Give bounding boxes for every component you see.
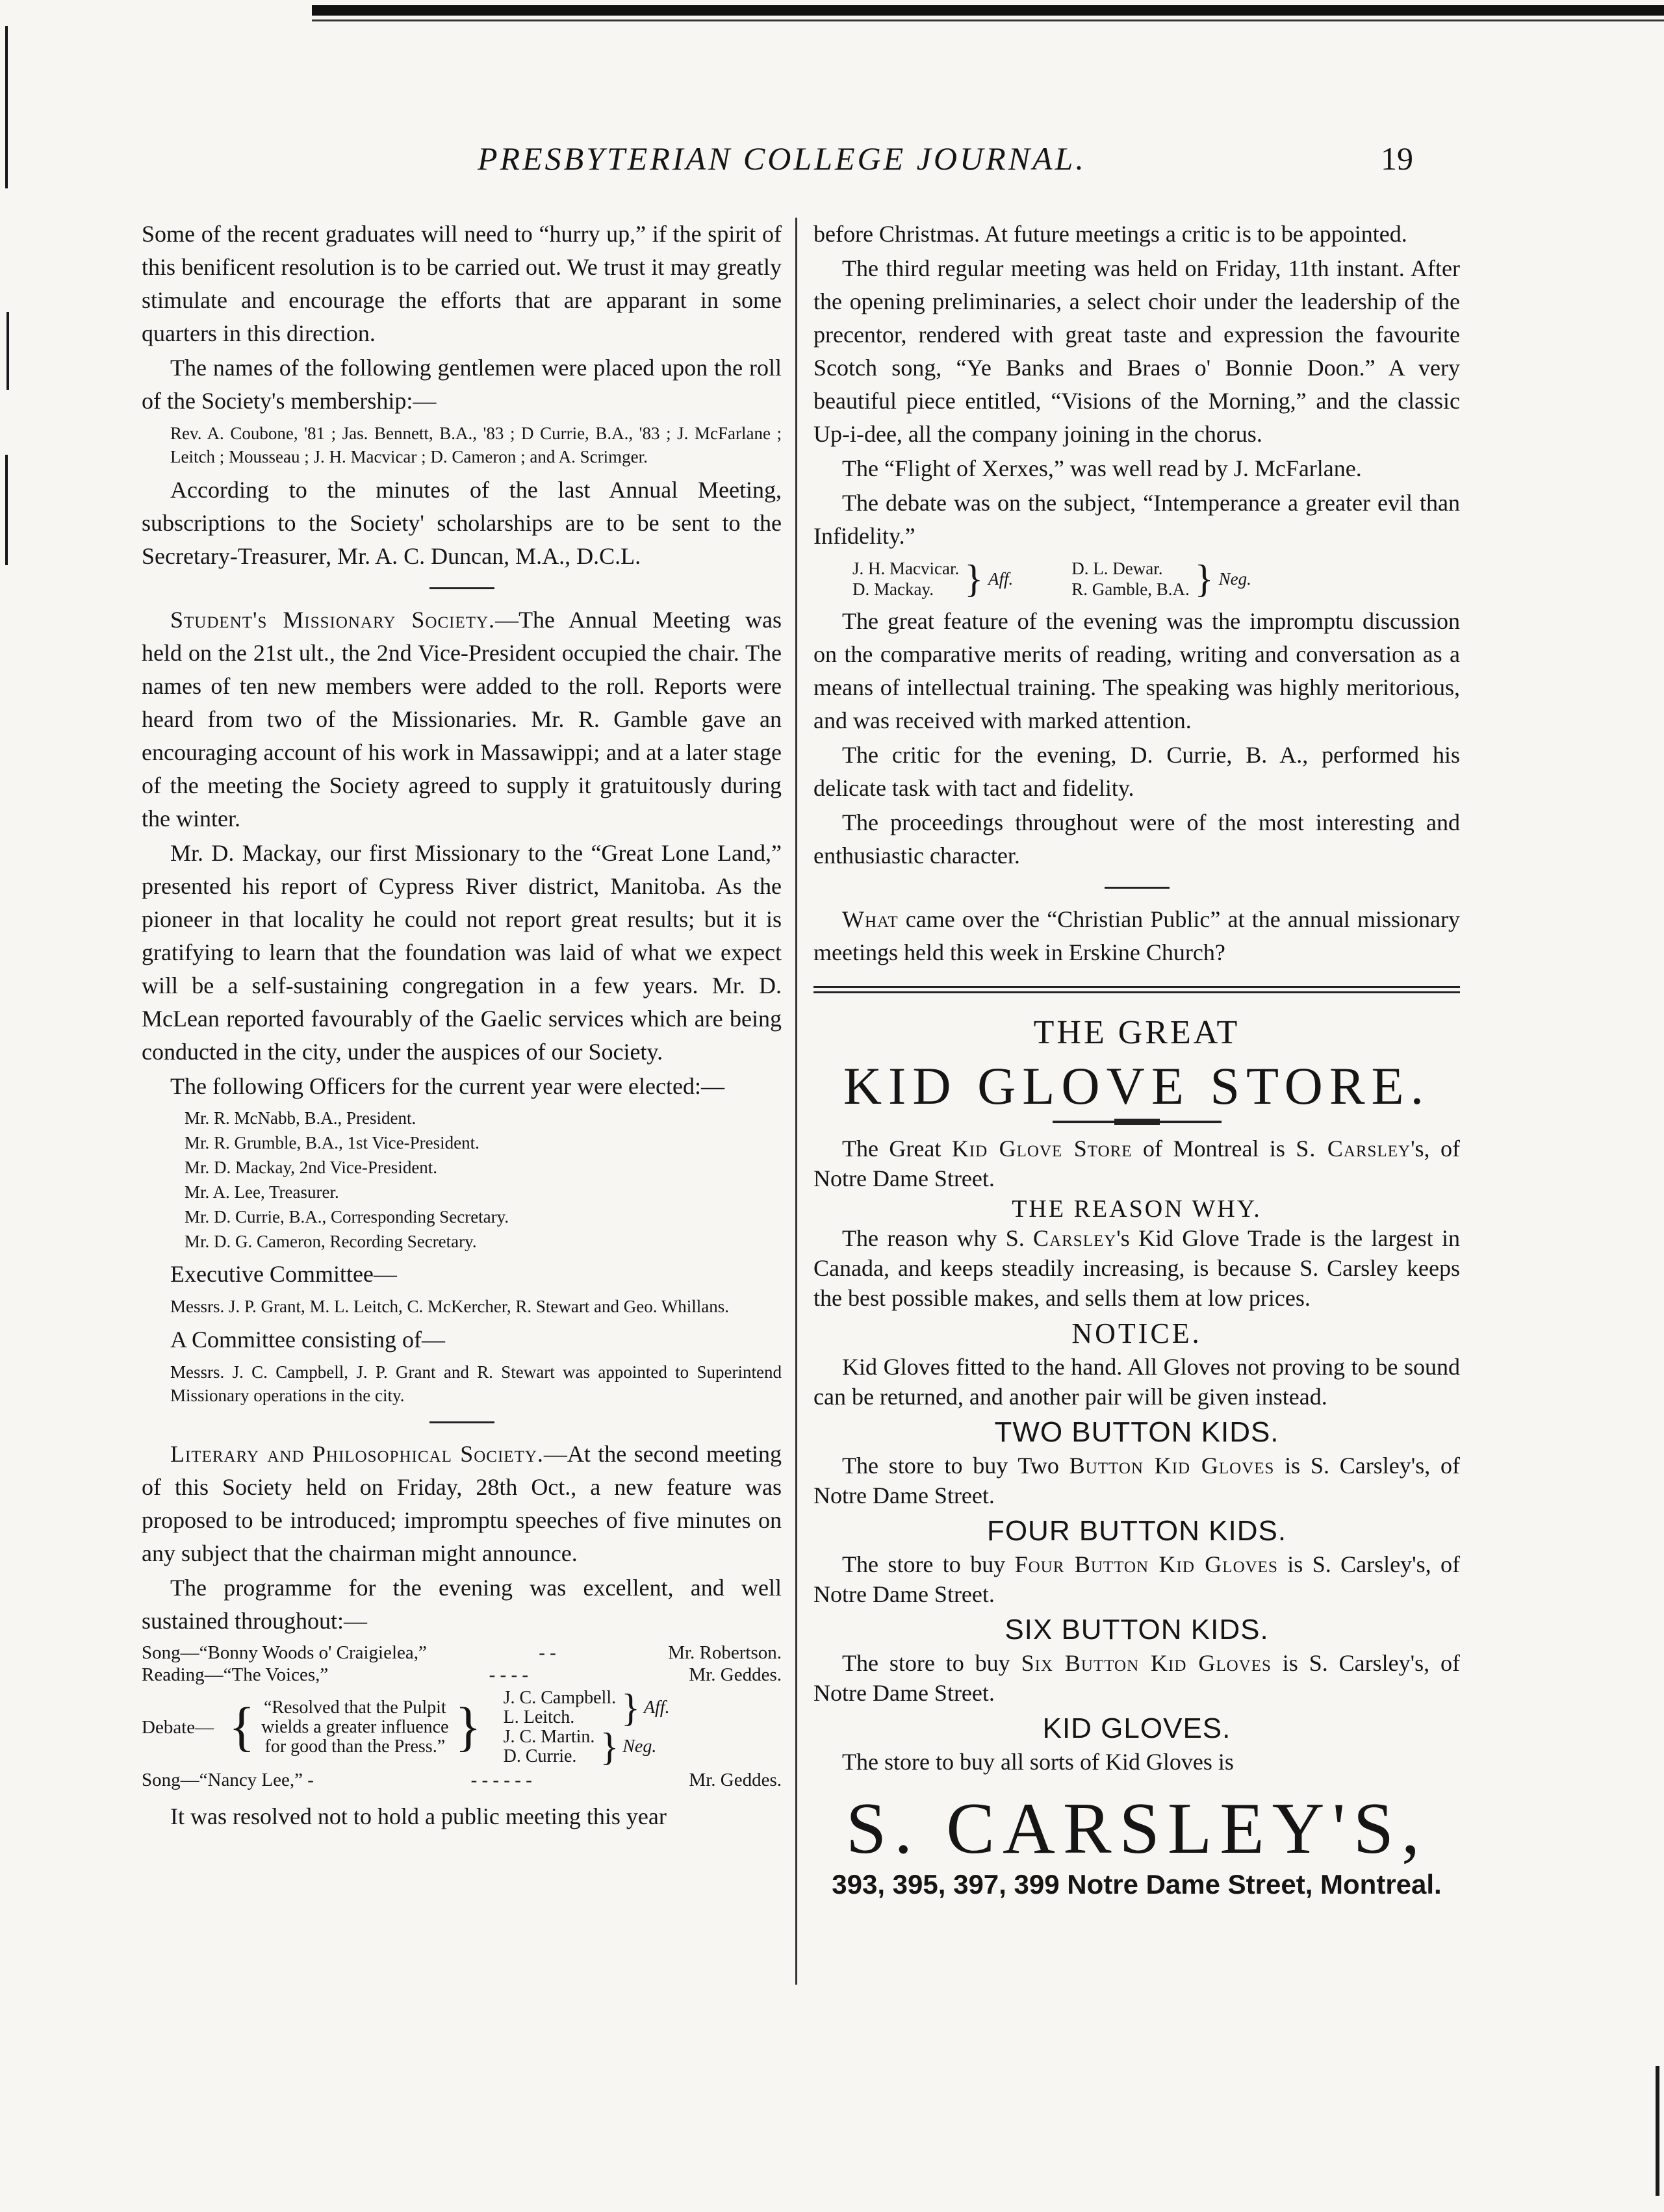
ad-paragraph [813,1134,1460,1193]
paragraph: The programme for the evening was excellent, and well sustained throughout:— [142,1575,782,1634]
binding-edge-mark [5,455,8,565]
column-divider [795,218,797,1985]
ad-subheading: SIX BUTTON KIDS. [1005,1614,1269,1646]
paragraph-text: —At the second meeting of this Society held on Friday, 28th Oct., a new feature was proposed to be introduced; impromptu speeches of five minutes on any subject that the chairman might announce. [142,1441,782,1566]
affirmative-team [504,1688,670,1727]
paragraph-text: —The Annual Meeting was held on the 21st ult., the 2nd Vice-President occupied the chair. The names of ten new members were added to the roll. Reports were heard from two of the Missionaries. Mr. R. Gamble gave an encouraging account of his work in Massawippi; and at a later stage of the meeting the Society agreed to supply it gratuitously during the winter. [142,607,782,832]
paragraph: Mr. D. Mackay, our first Missionary to the “Great Lone Land,” presented his report of Cypress River district, Manitoba. As the pioneer in that locality he could not report great results; but it is gratifying to learn that the foundation was laid of what we expect will be a self-sustaining congregation in a few years. Mr. D. McLean reported favourably of the Gaelic services which are being conducted in the city, under the auspices of our Society. [142,840,782,1065]
binding-edge-mark [1656,2066,1659,2196]
member-list: Rev. A. Coubone, '81 ; Jas. Bennett, B.A., '83 ; D Currie, B.A., '83 ; J. McFarlane ; Leitch ; Mousseau ; J. H. Macvicar ; D. Cameron ; and A. Scrimger. [170,424,782,466]
section-divider [429,587,494,589]
ad-paragraph [813,1223,1460,1313]
paragraph: The debate was on the subject, “Intemperance a greater evil than Infidelity.” [813,490,1460,549]
officer-entry: Mr. D. G. Cameron, Recording Secretary. [185,1232,477,1251]
text-run: S. Carsley [1296,1136,1411,1162]
text-run: is S. Carsley's, of Notre Dame Street. [813,1453,1460,1508]
paragraph [142,1438,782,1570]
subheading: A Committee consisting of— [170,1327,445,1353]
paragraph: Some of the recent graduates will need to “hurry up,” if the spirit of this benificent resolution is to be carried out. We trust it may greatly stimulate and encourage the efforts that are apparant in some quarters in this direction. [142,221,782,346]
ad-subheading: NOTICE. [1071,1317,1202,1349]
text-run: The store to buy [842,1551,1015,1577]
brace-glyph: } [455,1697,481,1757]
ad-paragraph [813,1549,1460,1609]
performer: Mr. Geddes. [689,1664,782,1685]
page-number: 19 [1381,140,1413,177]
debater-name: J. C. Martin. [503,1727,595,1747]
debater-name: J. C. Campbell. [503,1688,617,1708]
top-border-heavy [312,5,1664,16]
programme-title: Song—“Nancy Lee,” - [142,1770,314,1790]
right-column [813,218,1460,1901]
ad-paragraph [813,1648,1460,1708]
officer-entry: Mr. R. Grumble, B.A., 1st Vice-President. [185,1133,480,1152]
advertisement [813,1013,1460,1901]
paragraph-text: came over the “Christian Public” at the annual missionary meetings held this week in Erskine Church? [813,906,1460,965]
ad-subheading: THE REASON WHY. [1012,1195,1262,1223]
officer-list [142,1106,782,1254]
debate-entry [142,1688,782,1766]
text-run: Carsley [1033,1225,1117,1251]
leader-dots: - - - - [489,1664,529,1685]
programme-item [142,1642,782,1664]
paragraph: It was resolved not to hold a public meeting this year [170,1803,667,1829]
leader-dots: - - [539,1642,556,1663]
subheading: Executive Committee— [170,1261,397,1287]
debate-motion: “Resolved that the Pulpit wields a greater influence for good than the Press.” [261,1697,449,1757]
ad-brand-name: S. CARSLEY'S, [845,1788,1428,1869]
debater-name: D. Currie. [503,1746,577,1766]
brace-glyph: { [229,1697,255,1757]
text-run: The store to buy Two [842,1453,1069,1479]
section-heading: Literary and Philosophical Society. [170,1441,544,1467]
debater-name: L. Leitch. [503,1707,575,1727]
text-run: Six Button Kid Gloves [1021,1650,1272,1676]
committee-members: Messrs. J. C. Campbell, J. P. Grant and R. Stewart was appointed to Superintend Missionary operations in the city. [170,1362,782,1405]
programme-title: Song—“Bonny Woods o' Craigielea,” [142,1642,427,1663]
ad-subheading: TWO BUTTON KIDS. [994,1416,1279,1448]
text-run: of Montreal is [1132,1136,1296,1162]
paragraph: before Christmas. At future meetings a critic is to be appointed. [813,221,1407,247]
text-run: 's Kid Glove Trade is the largest in Canada, and keeps steadily increasing, is because S. Carsley keeps the best possible makes, and sells them at low prices. [813,1225,1461,1311]
ad-paragraph: Kid Gloves fitted to the hand. All Gloves not proving to be sound can be returned, and another pair will be given instead. [813,1354,1460,1410]
officer-entry: Mr. D. Currie, B.A., Corresponding Secretary. [185,1207,509,1227]
ad-paragraph: The store to buy all sorts of Kid Gloves is [842,1749,1234,1775]
paragraph: The third regular meeting was held on Friday, 11th instant. After the opening preliminaries, a select choir under the leadership of the precentor, rendered with great taste and expression the favourite Scotch song, “Ye Banks and Braes o' Bonnie Doon.” A very beautiful piece entitled, “Visions of the Morning,” and the classic Up-i-dee, all the company joining in the chorus. [813,255,1460,447]
debate-teams [504,1688,670,1766]
binding-edge-mark [6,312,9,390]
text-run: The store to buy [842,1650,1021,1676]
text-run: Four Button Kid Gloves [1014,1551,1278,1577]
section-divider [429,1421,494,1423]
text-run: Kid Glove Store [951,1136,1133,1162]
paragraph: According to the minutes of the last Annual Meeting, subscriptions to the Society' scholarships are to be sent to the Secretary-Treasurer, Mr. A. C. Duncan, M.A., D.C.L. [142,477,782,569]
ornamental-rule [1053,1121,1222,1123]
section-heading: Student's Missionary Society. [170,607,496,633]
officer-entry: Mr. A. Lee, Treasurer. [185,1182,339,1202]
text-run: The reason why S. [842,1225,1034,1251]
ad-headline: THE GREAT [1033,1014,1240,1051]
debater-name: J. H. Macvicar. [852,559,960,578]
left-column [142,218,782,1835]
side-label: Neg. [622,1736,657,1757]
paragraph [813,903,1460,969]
paragraph: The names of the following gentlemen were placed upon the roll of the Society's membership:— [142,355,782,414]
committee-members: Messrs. J. P. Grant, M. L. Leitch, C. McKercher, R. Stewart and Geo. Whillans. [170,1297,730,1316]
debater-name: D. Mackay. [852,579,934,599]
programme-item [142,1769,782,1791]
negative-team [1071,558,1190,600]
brace-glyph: } [621,1686,640,1729]
leader-dots: - - - - - - [470,1770,532,1790]
side-label: Aff. [643,1697,670,1718]
paragraph: The great feature of the evening was the impromptu discussion on the comparative merits of reading, writing and conversation as a means of intellectual training. The speaking was highly meritorious, and was received with marked attention. [813,608,1460,733]
paragraph [142,604,782,835]
text-run: is S. Carsley's, of Notre Dame Street. [813,1551,1460,1607]
brace-glyph: } [600,1725,619,1768]
paragraph: The critic for the evening, D. Currie, B. A., performed his delicate task with tact and fidelity. [813,742,1460,801]
debater-name: R. Gamble, B.A. [1071,579,1190,599]
side-label: Aff. [988,569,1014,589]
paragraph: The proceedings throughout were of the most interesting and enthusiastic character. [813,809,1460,869]
paragraph: The “Flight of Xerxes,” was well read by J. McFarlane. [842,455,1362,481]
debate-label: Debate— [142,1717,214,1738]
running-header [0,140,1664,185]
section-divider [1105,887,1170,889]
affirmative-team [852,558,959,600]
ad-subheading: FOUR BUTTON KIDS. [986,1515,1287,1547]
negative-team [504,1727,670,1766]
officer-entry: Mr. R. McNabb, B.A., President. [185,1108,416,1128]
programme-title: Reading—“The Voices,” [142,1664,329,1685]
journal-title: PRESBYTERIAN COLLEGE JOURNAL. [478,140,1086,177]
text-run: Button Kid Gloves [1069,1453,1275,1479]
text-run: The Great [842,1136,952,1162]
ad-subheading: KID GLOVES. [1042,1712,1231,1744]
side-label: Neg. [1218,569,1251,589]
performer: Mr. Robertson. [668,1642,782,1663]
debater-name: D. L. Dewar. [1071,559,1163,578]
advertisement-divider [813,986,1460,993]
paragraph: The following Officers for the current year were elected:— [170,1073,724,1099]
top-border-thin [312,19,1664,21]
performer: Mr. Geddes. [689,1770,782,1790]
programme-item [142,1664,782,1686]
ad-store-name: KID GLOVE STORE. [843,1056,1431,1115]
text-run: 's, of Notre Dame Street. [813,1136,1460,1191]
brace-glyph: } [1194,557,1214,600]
ad-paragraph [813,1451,1460,1510]
officer-entry: Mr. D. Mackay, 2nd Vice-President. [185,1158,438,1177]
debate-teams [852,558,1460,600]
brace-glyph: } [964,557,984,600]
ad-address: 393, 395, 397, 399 Notre Dame Street, Montreal. [832,1869,1442,1900]
programme [142,1642,782,1791]
text-run: is S. Carsley's, of Notre Dame Street. [813,1650,1460,1706]
lead-word: What [842,906,899,932]
